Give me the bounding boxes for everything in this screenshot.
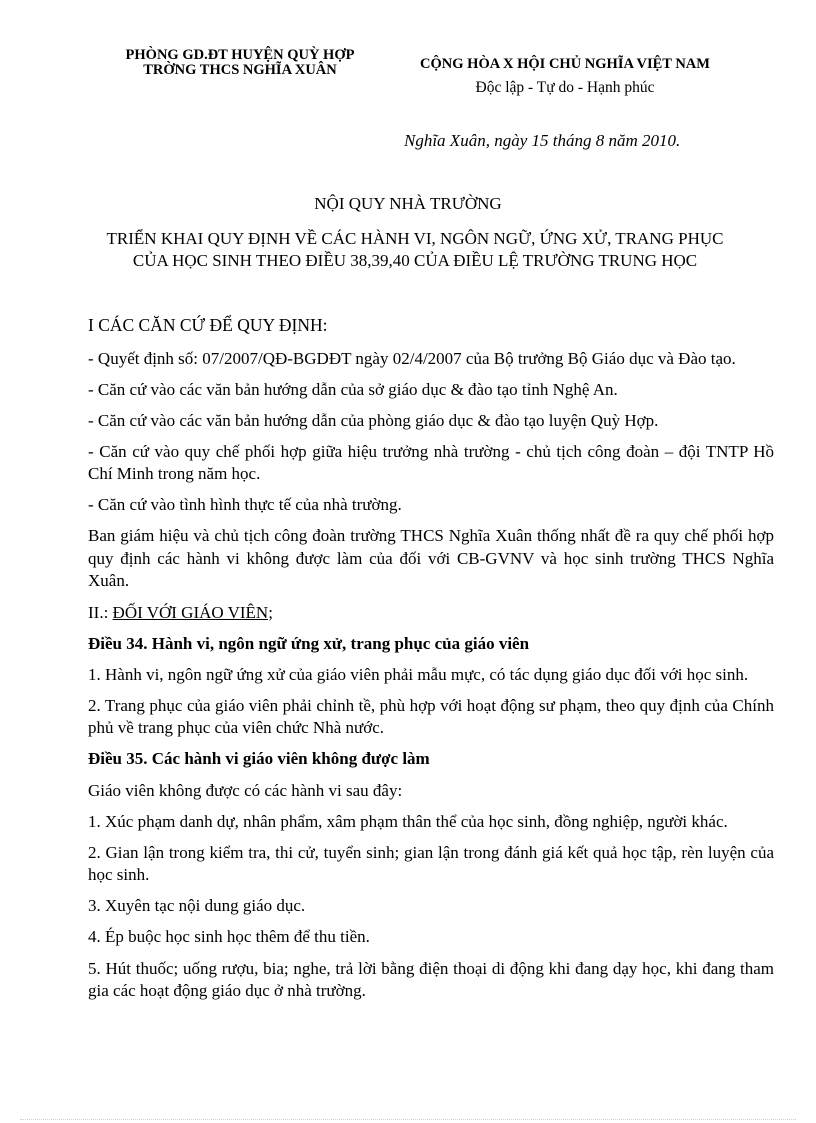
- article-34-item: 2. Trang phục của giáo viên phải chỉnh tề, phù hợp với hoạt động sư phạm, theo quy định của Chính phủ về trang phục của viên chức Nhà nước.: [88, 695, 774, 738]
- country-name: CỘNG HÒA X HỘI CHỦ NGHĨA VIỆT NAM: [420, 56, 710, 72]
- date-line: Nghĩa Xuân, ngày 15 tháng 8 năm 2010.: [404, 131, 681, 150]
- basis-item: - Quyết định số: 07/2007/QĐ-BGDĐT ngày 02/4/2007 của Bộ trưởng Bộ Giáo dục và Đào tạo.: [88, 348, 736, 368]
- page-bottom-divider: [20, 1119, 796, 1120]
- section-2-title: ĐỐI VỚI GIÁO VIÊN;: [112, 602, 273, 622]
- section-1-conclusion: Ban giám hiệu và chủ tịch công đoàn trường THCS Nghĩa Xuân thống nhất đề ra quy chế phối hợp quy định các hành vi không được làm của đối với CB-GVNV và học sinh trường THCS Nghĩa Xuân.: [88, 526, 774, 591]
- subtitle-line-1: TRIỂN KHAI QUY ĐỊNH VỀ CÁC HÀNH VI, NGÔN NGỮ, ỨNG XỬ, TRANG PHỤC: [106, 229, 724, 248]
- document-body: [88, 314, 774, 1011]
- article-34-title: Điều 34. Hành vi, ngôn ngữ ứng xử, trang phục của giáo viên: [88, 633, 530, 653]
- basis-item: - Căn cứ vào các văn bản hướng dẫn của sở giáo dục & đào tạo tỉnh Nghệ An.: [88, 379, 618, 399]
- article-35-item: 2. Gian lận trong kiểm tra, thi cử, tuyển sinh; gian lận trong đánh giá kết quả học tập, rèn luyện của học sinh.: [88, 842, 774, 885]
- section-2-number: II.:: [88, 602, 113, 622]
- article-35-item: 3. Xuyên tạc nội dung giáo dục.: [88, 896, 306, 916]
- article-35-title: Điều 35. Các hành vi giáo viên không được làm: [88, 749, 430, 769]
- document-subtitle: [70, 228, 760, 272]
- motto: Độc lập - Tự do - Hạnh phúc: [475, 79, 655, 96]
- document-title: NỘI QUY NHÀ TRƯỜNG: [314, 194, 502, 213]
- section-2-heading: [88, 602, 774, 625]
- basis-item: - Căn cứ vào quy chế phối hợp giữa hiệu trưởng nhà trường - chủ tịch công đoàn – đội TNTP Hồ Chí Minh trong năm học.: [88, 441, 774, 484]
- basis-item: - Căn cứ vào tình hình thực tế của nhà trường.: [88, 495, 402, 515]
- national-motto: [395, 52, 735, 100]
- article-35-item: 4. Ép buộc học sinh học thêm để thu tiền.: [88, 927, 370, 947]
- article-35-intro: Giáo viên không được có các hành vi sau đây:: [88, 780, 403, 800]
- office-line-2: TRỜNG THCS NGHĨA XUÂN: [143, 62, 337, 78]
- article-34-item: 1. Hành vi, ngôn ngữ ứng xử của giáo viên phải mẫu mực, có tác dụng giáo dục đối với học sinh.: [88, 664, 749, 684]
- subtitle-line-2: CỦA HỌC SINH THEO ĐIỀU 38,39,40 CỦA ĐIỀU LỆ TRƯỜNG TRUNG HỌC: [132, 251, 698, 270]
- issuing-office: [105, 48, 375, 78]
- article-35-item: 1. Xúc phạm danh dự, nhân phẩm, xâm phạm thân thể của học sinh, đồng nghiệp, người khác.: [88, 811, 728, 831]
- office-line-1: PHÒNG GD.ĐT HUYỆN QUỲ HỢP: [125, 47, 355, 63]
- article-35-item: 5. Hút thuốc; uống rượu, bia; nghe, trả lời bằng điện thoại di động khi đang dạy học, khi đang tham gia các hoạt động giáo dục ở nhà trường.: [88, 958, 774, 1000]
- basis-item: - Căn cứ vào các văn bản hướng dẫn của phòng giáo dục & đào tạo luyện Quỳ Hợp.: [88, 410, 659, 430]
- section-1-heading: I CÁC CĂN CỨ ĐỂ QUY ĐỊNH:: [88, 315, 328, 335]
